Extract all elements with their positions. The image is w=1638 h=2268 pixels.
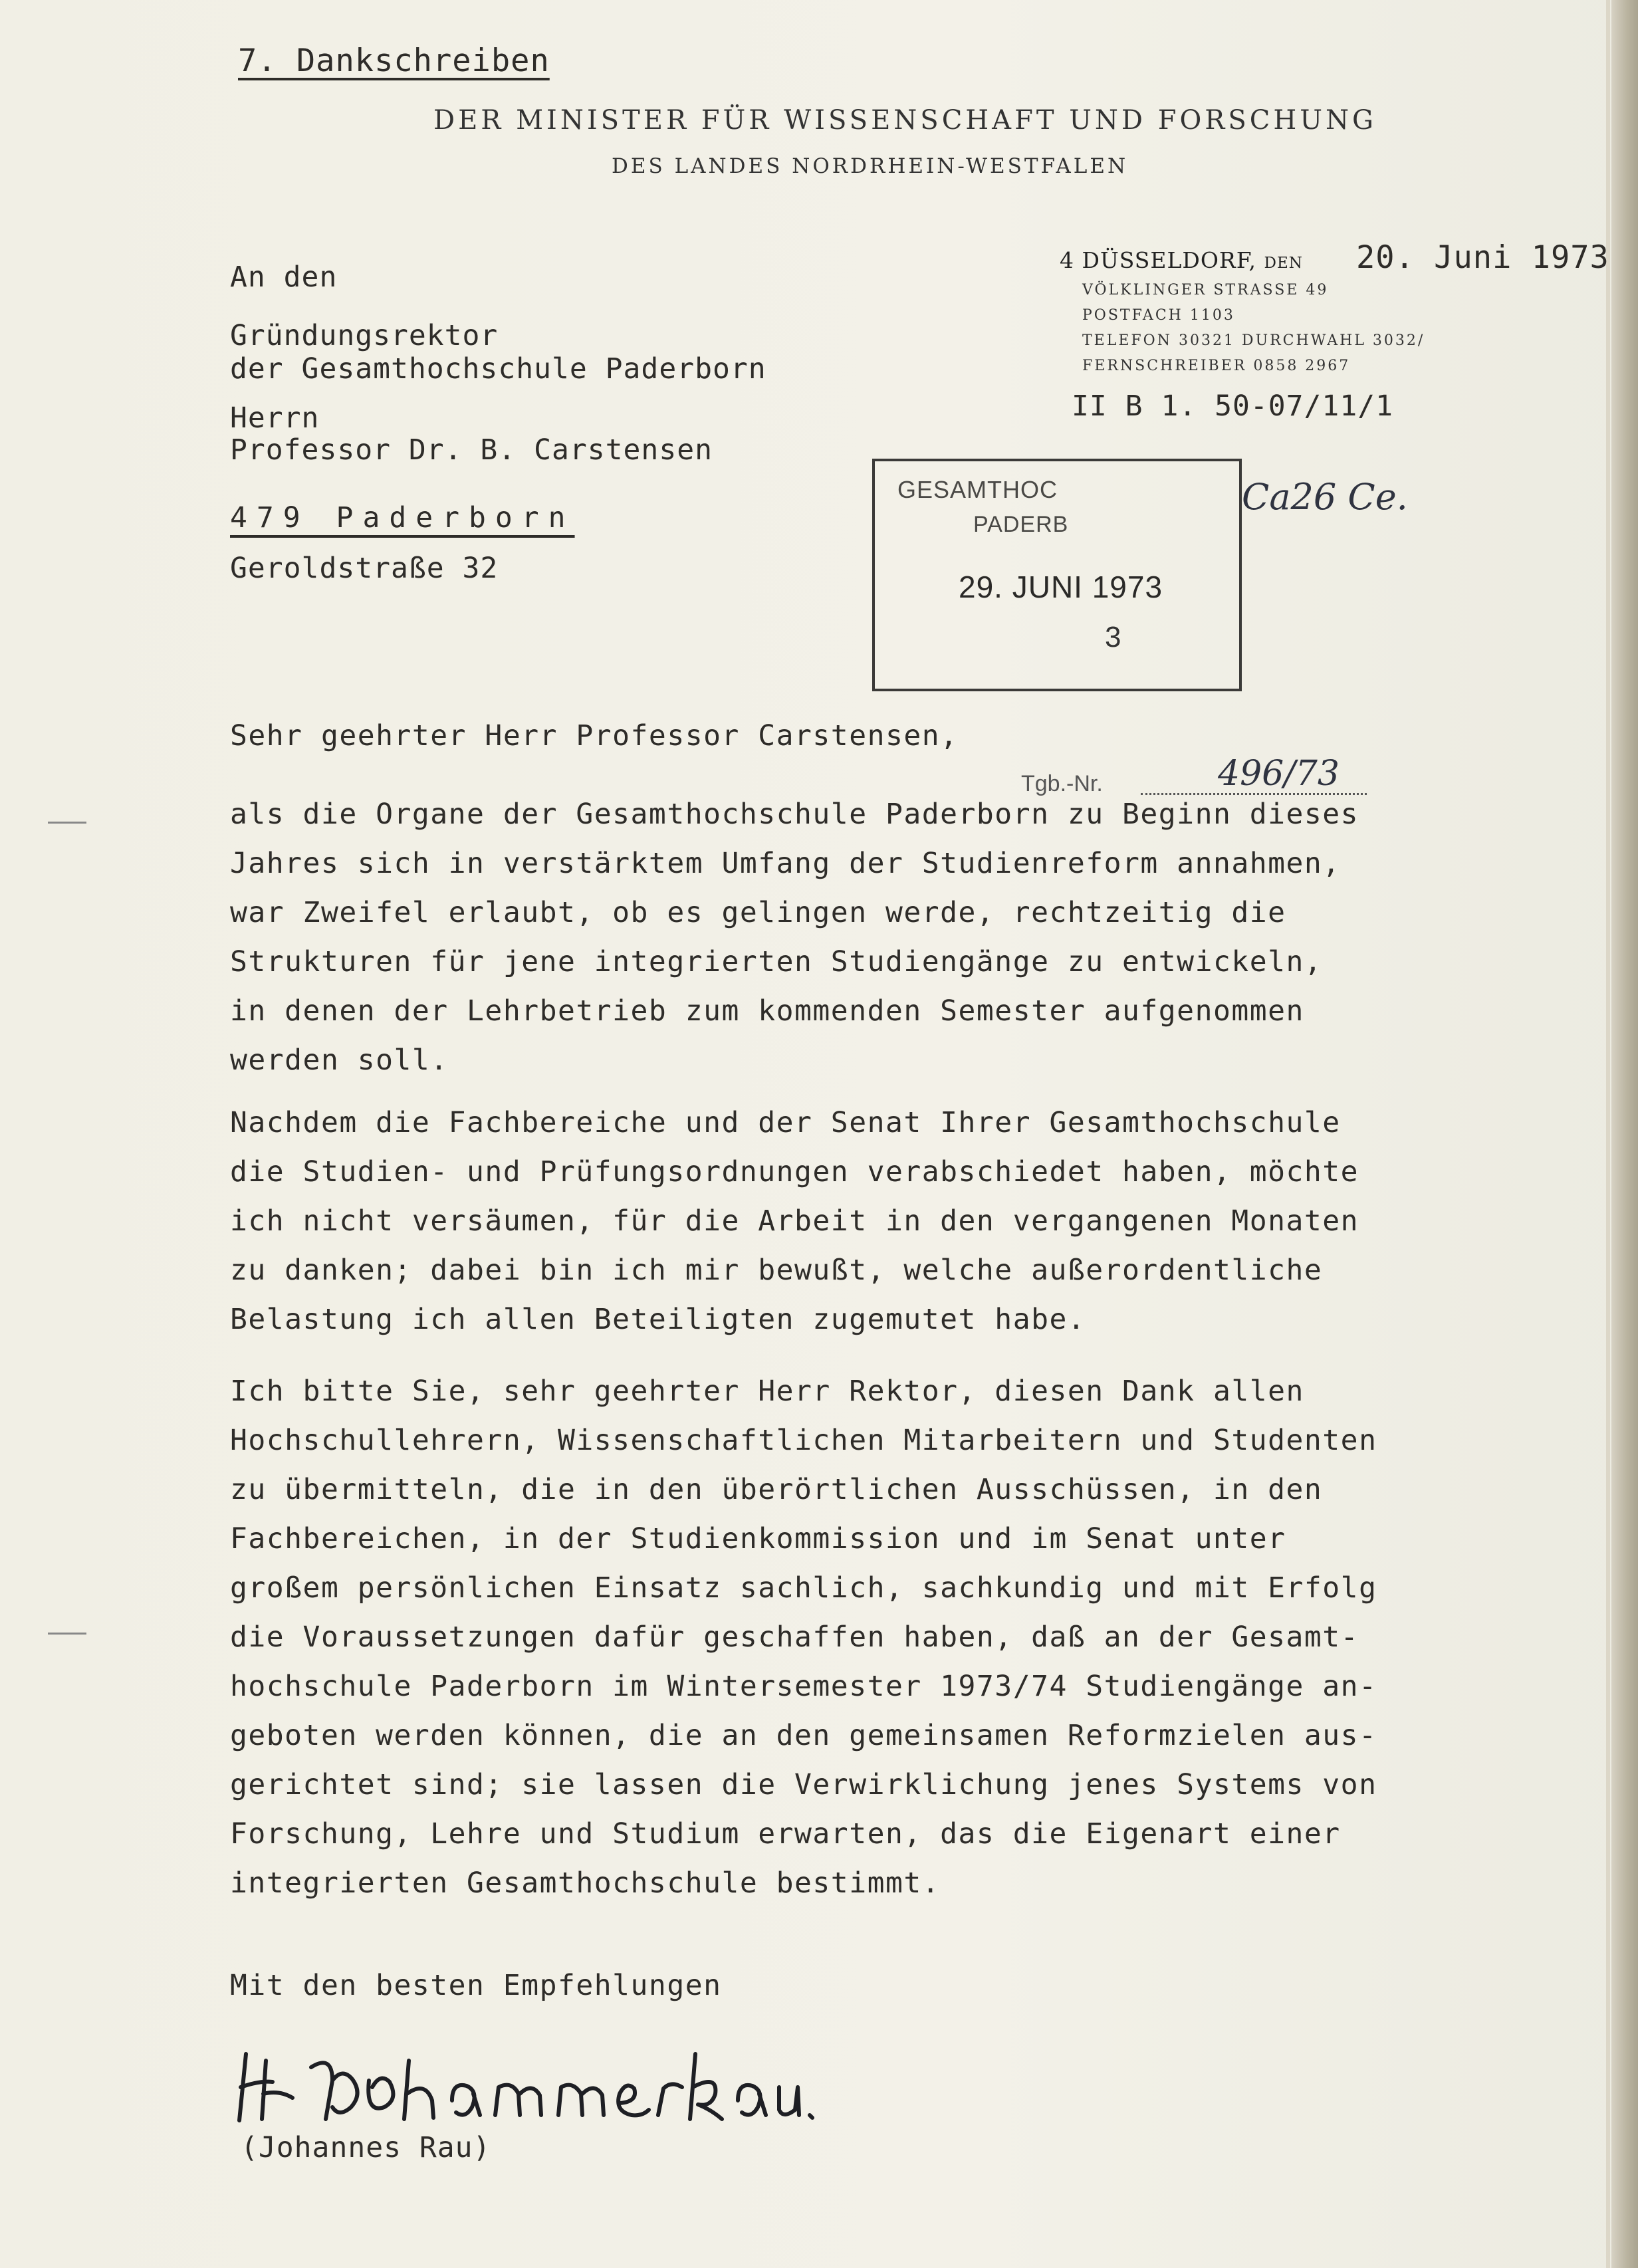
signatory-name: (Johannes Rau) [241,2131,491,2164]
sender-fernschreiber: FERNSCHREIBER 0858 2967 [1082,358,1351,374]
stamp-city: PADERB [973,512,1069,537]
reference-number: II B 1. 50-07/11/1 [1072,390,1393,423]
letter-date: 20. Juni 1973 [1356,239,1609,276]
receipt-stamp [872,459,1242,691]
sender-street: VÖLKLINGER STRASSE 49 [1082,282,1329,298]
stamp-number: 3 [1105,621,1121,653]
body-line: ich nicht versäumen, für die Arbeit in den vergangenen Monaten [230,1204,1359,1238]
page-edge-line [1606,0,1610,2268]
body-line: zu übermitteln, die in den überörtlichen Ausschüssen, in den [230,1473,1323,1506]
body-line: Forschung, Lehre und Studium erwarten, das die Eigenart einer [230,1817,1341,1851]
salutation: Sehr geehrter Herr Professor Carstensen, [230,719,959,752]
page-edge [1611,0,1638,2268]
recipient-street: Geroldstraße 32 [230,552,499,585]
tgb-label: Tgb.-Nr. [1021,771,1103,796]
body-line: Hochschullehrern, Wissenschaftlichen Mitarbeitern und Studenten [230,1424,1377,1457]
body-line: in denen der Lehrbetrieb zum kommenden Semester aufgenommen [230,994,1304,1028]
body-line: die Studien- und Prüfungsordnungen verabschiedet haben, möchte [230,1155,1359,1189]
section-heading: 7. Dankschreiben [238,43,550,79]
body-line: integrierten Gesamthochschule bestimmt. [230,1867,941,1900]
recipient-line: Herrn [230,401,320,435]
body-line: die Voraussetzungen dafür geschaffen haben, daß an der Gesamt- [230,1621,1359,1654]
body-line: war Zweifel erlaubt, ob es gelingen werde, rechtzeitig die [230,896,1286,929]
recipient-line: Professor Dr. B. Carstensen [230,433,713,467]
margin-mark [48,822,86,824]
letterhead-minister: DER MINISTER FÜR WISSENSCHAFT UND FORSCHUNG [433,105,1377,136]
stamp-institution: GESAMTHOC [897,476,1058,503]
recipient-an: An den [230,261,338,294]
body-line: als die Organe der Gesamthochschule Paderborn zu Beginn dieses [230,798,1359,831]
closing: Mit den besten Empfehlungen [230,1969,722,2002]
sender-place [1060,247,1303,273]
body-line: Belastung ich allen Beteiligten zugemutet habe. [230,1303,1086,1336]
body-line: Fachbereichen, in der Studienkommission und im Senat unter [230,1522,1286,1555]
sender-postfach: POSTFACH 1103 [1082,307,1235,324]
recipient-city: 479 Paderborn [230,501,575,534]
stamp-date: 29. JUNI 1973 [959,570,1163,604]
body-line: gerichtet sind; sie lassen die Verwirklichung jenes Systems von [230,1768,1377,1801]
margin-mark [48,1633,86,1635]
body-line: werden soll. [230,1044,449,1077]
den-text: DEN [1264,255,1303,272]
body-line: Nachdem die Fachbereiche und der Senat Ihrer Gesamthochschule [230,1106,1341,1139]
body-line: geboten werden können, die an den gemeinsamen Reformzielen aus- [230,1719,1377,1752]
recipient-line: der Gesamthochschule Paderborn [230,352,766,386]
letterhead-land: DES LANDES NORDRHEIN-WESTFALEN [612,154,1129,178]
handwritten-note: Ca26 Ce. [1242,476,1408,518]
body-line: Ich bitte Sie, sehr geehrter Herr Rektor, diesen Dank allen [230,1375,1304,1408]
tgb-number: 496/73 [1218,754,1340,794]
body-line: hochschule Paderborn im Wintersemester 1973/74 Studiengänge an- [230,1670,1377,1703]
body-line: zu danken; dabei bin ich mir bewußt, welche außerordentliche [230,1254,1323,1287]
recipient-line: Gründungsrektor [230,319,499,352]
sender-telefon: TELEFON 30321 DURCHWAHL 3032/ [1082,332,1425,349]
body-line: Jahres sich in verstärktem Umfang der Studienreform annahmen, [230,847,1341,880]
body-line: Strukturen für jene integrierten Studiengänge zu entwickeln, [230,945,1323,978]
signature-image [233,2041,831,2134]
place-text: 4 DÜSSELDORF, [1060,247,1256,273]
body-line: großem persönlichen Einsatz sachlich, sachkundig und mit Erfolg [230,1571,1377,1605]
